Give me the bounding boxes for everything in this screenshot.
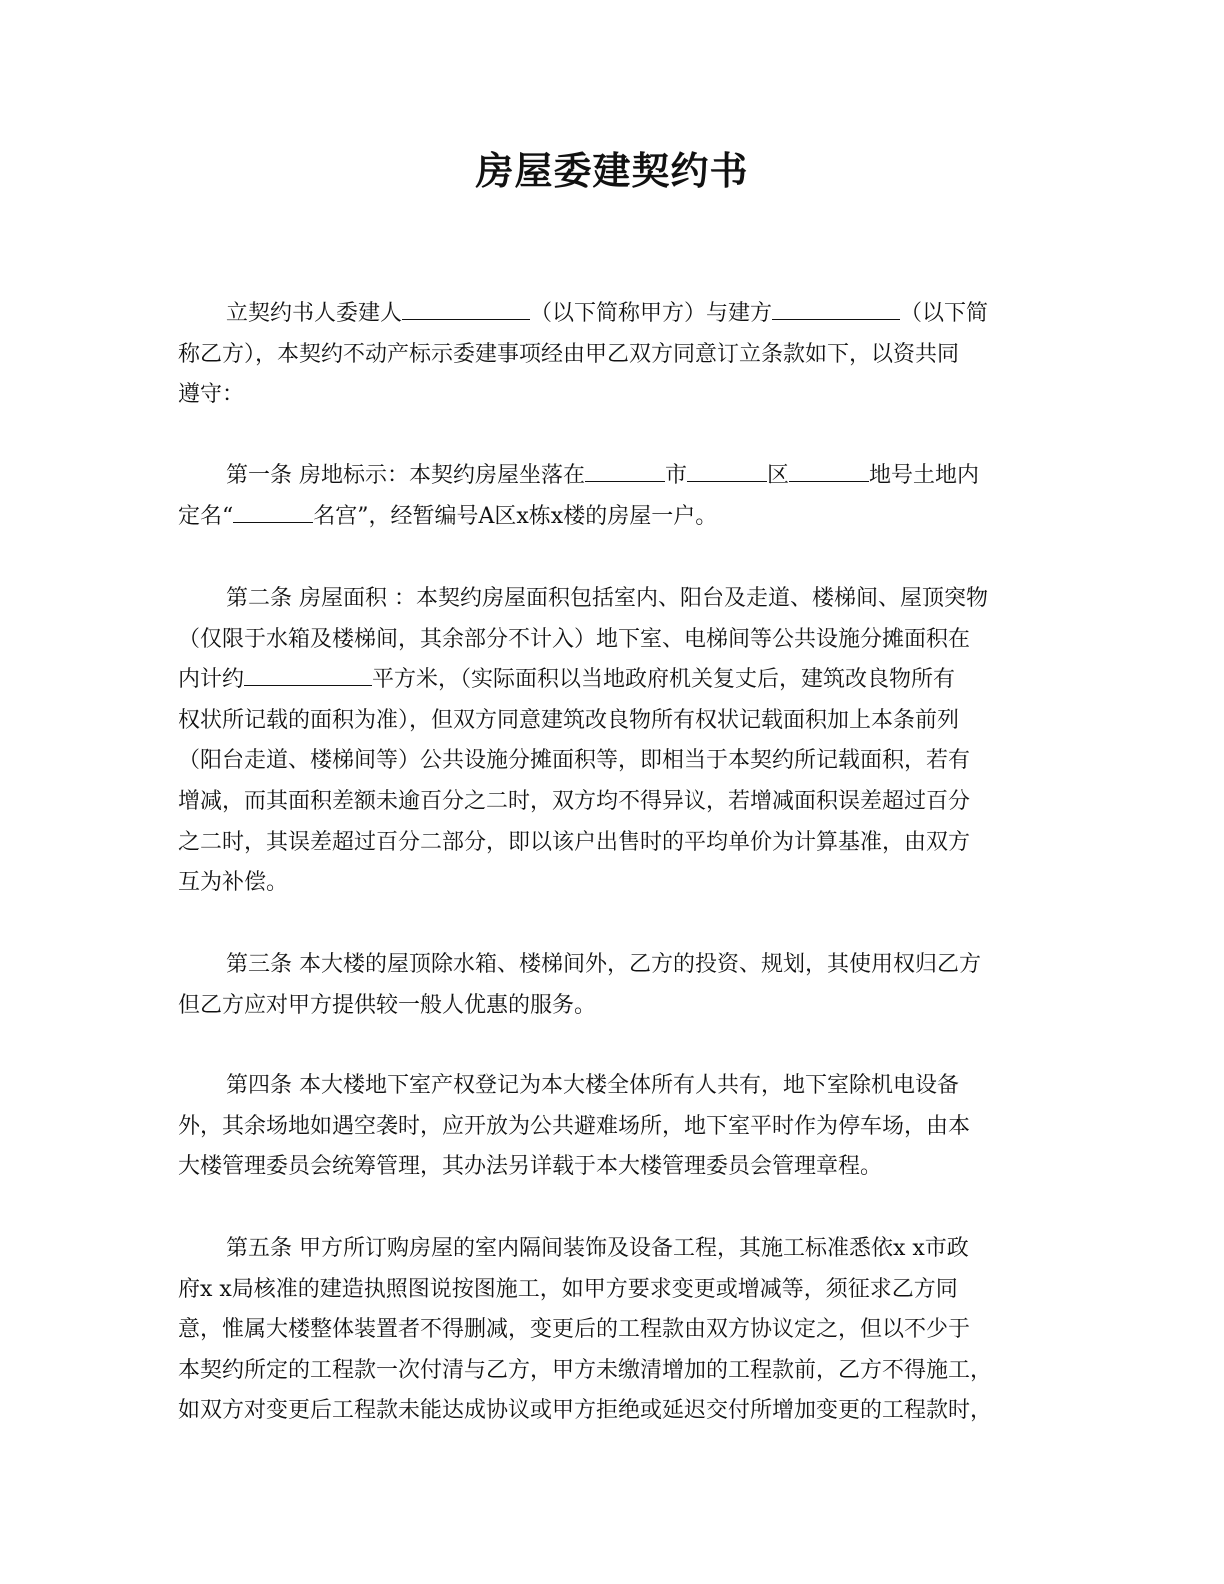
text-line: （阳台走道、楼梯间等）公共设施分摊面积等，即相当于本契约所记载面积，若有 [178, 748, 971, 774]
blank-field-district [687, 459, 767, 482]
text-run: 区 [767, 463, 790, 488]
text-run: 平方米，（实际面积以当地政府机关复丈后，建筑改良物所有 [372, 667, 956, 693]
blank-field-area [244, 663, 372, 686]
text-line [178, 456, 1048, 497]
article-4-paragraph [178, 1066, 1048, 1188]
text-run: 地号土地内 [869, 463, 980, 488]
article-3-paragraph [178, 945, 1048, 1026]
text-run: 定名“ [178, 503, 234, 529]
document-title: 房屋委建契约书 [475, 149, 749, 193]
text-run: （以下简 [900, 301, 989, 326]
text-run: 立契约书人委建人 [226, 301, 403, 326]
text-line: （仅限于水箱及楼梯间，其余部分不计入）地下室、电梯间等公共设施分摊面积在 [178, 626, 971, 652]
text-line: 府x x局核准的建造执照图说按图施工，如甲方要求变更或增减等，须征求乙方同 [178, 1276, 958, 1302]
text-line: 互为补偿。 [178, 870, 289, 896]
blank-field-lot-number [789, 459, 869, 482]
text-run: 市 [665, 463, 688, 488]
text-line: 第三条 本大楼的屋顶除水箱、楼梯间外，乙方的投资、规划，其使用权归乙方 [226, 952, 981, 977]
text-line: 第二条 房屋面积 ：本契约房屋面积包括室内、阳台及走道、楼梯间、屋顶突物 [226, 586, 988, 611]
text-line [178, 660, 1048, 701]
text-line: 本契约所定的工程款一次付清与乙方，甲方未缴清增加的工程款前，乙方不得施工， [178, 1357, 993, 1383]
text-line: 第五条 甲方所订购房屋的室内隔间装饰及设备工程，其施工标准悉依x x市政 [226, 1236, 969, 1261]
text-line [178, 294, 1048, 335]
text-line: 遵守： [178, 382, 245, 408]
text-run: 第一条 房地标示：本契约房屋坐落在 [226, 463, 585, 488]
text-run: 名宫”，经暂编号A区x栋x楼的房屋一户。 [313, 503, 718, 529]
blank-field-building-name [233, 500, 313, 523]
text-line: 第四条 本大楼地下室产权登记为本大楼全体所有人共有，地下室除机电设备 [226, 1073, 959, 1098]
article-2-paragraph [178, 579, 1048, 904]
text-run: 内计约 [178, 667, 245, 693]
text-run: （以下简称甲方）与建方 [530, 301, 773, 326]
text-line: 外，其余场地如遇空袭时，应开放为公共避难场所，地下室平时作为停车场，由本 [178, 1113, 971, 1139]
article-1-paragraph [178, 456, 1048, 537]
blank-field-client [402, 297, 530, 320]
text-line: 大楼管理委员会统筹管理，其办法另详载于本大楼管理委员会管理章程。 [178, 1154, 883, 1180]
text-line: 称乙方），本契约不动产标示委建事项经由甲乙双方同意订立条款如下，以资共同 [178, 341, 960, 367]
preamble-paragraph [178, 294, 1048, 416]
text-line: 增减，而其面积差额未逾百分之二时，双方均不得异议，若增减面积误差超过百分 [178, 788, 971, 814]
text-line: 权状所记载的面积为准），但双方同意建筑改良物所有权状记载面积加上本条前列 [178, 707, 960, 733]
text-line [178, 497, 1048, 538]
text-line: 但乙方应对甲方提供较一般人优惠的服务。 [178, 992, 597, 1018]
article-5-paragraph [178, 1229, 1048, 1432]
blank-field-city [585, 459, 665, 482]
text-line: 如双方对变更后工程款未能达成协议或甲方拒绝或延迟交付所增加变更的工程款时， [178, 1398, 993, 1424]
text-line: 之二时，其误差超过百分二部分，即以该户出售时的平均单价为计算基准，由双方 [178, 829, 971, 855]
text-line: 意，惟属大楼整体装置者不得删减，变更后的工程款由双方协议定之，但以不少于 [178, 1317, 971, 1343]
blank-field-builder [772, 297, 900, 320]
